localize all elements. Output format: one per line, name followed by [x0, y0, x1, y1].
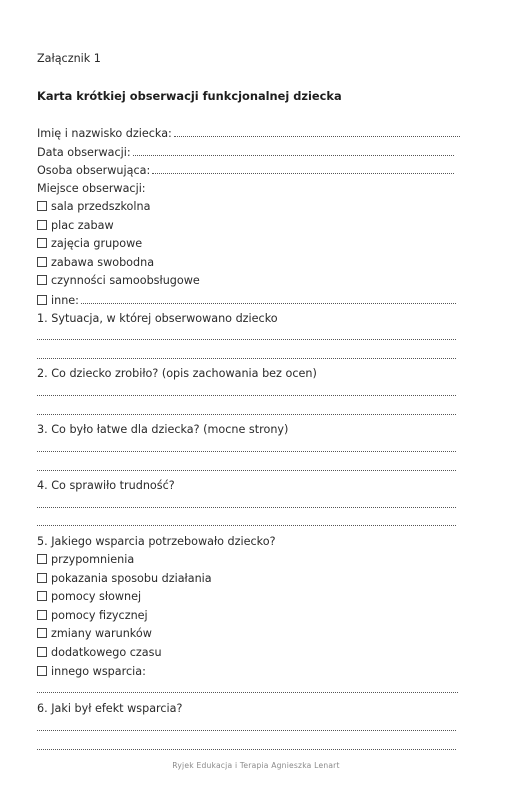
place-option[interactable]	[37, 219, 460, 233]
answer-line[interactable]	[37, 524, 456, 526]
place-option[interactable]	[37, 200, 460, 214]
attachment-label: Załącznik 1	[37, 52, 101, 65]
question-6: 6. Jaki był efekt wsparcia?	[37, 702, 183, 715]
support-option[interactable]	[37, 627, 460, 641]
footer-credit: Ryjek Edukacja i Terapia Agnieszka Lenart	[172, 761, 340, 770]
date-field[interactable]	[37, 145, 454, 160]
answer-line[interactable]	[37, 469, 456, 471]
observer-label: Osoba obserwująca:	[37, 164, 151, 177]
page-title: Karta krótkiej obserwacji funkcjonalnej dziecka	[37, 89, 342, 103]
place-option[interactable]	[37, 256, 460, 270]
checkbox[interactable]	[37, 666, 47, 676]
place-option-label: plac zabaw	[51, 219, 114, 232]
date-label: Data obserwacji:	[37, 146, 131, 159]
support-option-label: dodatkowego czasu	[51, 646, 162, 659]
checkbox[interactable]	[37, 554, 47, 564]
child-name-line[interactable]	[174, 126, 460, 137]
place-option-label: zajęcia grupowe	[51, 237, 143, 250]
checkbox[interactable]	[37, 220, 47, 230]
answer-line[interactable]	[37, 748, 456, 750]
question-5: 5. Jakiego wsparcia potrzebowało dziecko?	[37, 535, 276, 548]
place-option-label: inne:	[51, 294, 79, 307]
checkbox[interactable]	[37, 295, 47, 305]
answer-line[interactable]	[37, 413, 456, 415]
support-option-label: przypomnienia	[51, 553, 135, 566]
checkbox[interactable]	[37, 257, 47, 267]
checkbox[interactable]	[37, 628, 47, 638]
answer-line[interactable]	[37, 729, 456, 731]
answer-line[interactable]	[37, 394, 456, 396]
child-name-label: Imię i nazwisko dziecka:	[37, 127, 172, 140]
question-3: 3. Co było łatwe dla dziecka? (mocne strony)	[37, 423, 289, 436]
child-name-field[interactable]	[37, 126, 460, 141]
checkbox[interactable]	[37, 573, 47, 583]
question-2: 2. Co dziecko zrobiło? (opis zachowania bez ocen)	[37, 367, 317, 380]
checkbox[interactable]	[37, 610, 47, 620]
checkbox[interactable]	[37, 238, 47, 248]
support-option-label: pomocy fizycznej	[51, 609, 148, 622]
place-option-label: sala przedszkolna	[51, 200, 151, 213]
question-1: 1. Sytuacja, w której obserwowano dziecko	[37, 312, 278, 325]
place-option-label: zabawa swobodna	[51, 256, 155, 269]
other-place-line[interactable]	[81, 293, 456, 304]
place-option-label: czynności samoobsługowe	[51, 274, 200, 287]
place-option[interactable]	[37, 237, 460, 251]
checkbox[interactable]	[37, 275, 47, 285]
checkbox[interactable]	[37, 591, 47, 601]
observer-line[interactable]	[152, 163, 454, 174]
support-option-label: pokazania sposobu działania	[51, 572, 212, 585]
answer-line[interactable]	[37, 338, 456, 340]
question-4: 4. Co sprawiło trudność?	[37, 479, 175, 492]
answer-line[interactable]	[37, 506, 456, 508]
answer-line[interactable]	[37, 357, 456, 359]
support-option[interactable]	[37, 590, 460, 604]
place-option-other[interactable]	[37, 293, 456, 308]
support-option-label: innego wsparcia:	[51, 665, 146, 678]
support-option[interactable]	[37, 646, 460, 660]
checkbox[interactable]	[37, 647, 47, 657]
checkbox[interactable]	[37, 201, 47, 211]
place-option[interactable]	[37, 274, 460, 288]
answer-line[interactable]	[37, 450, 456, 452]
support-option-label: zmiany warunków	[51, 627, 152, 640]
date-line[interactable]	[133, 145, 454, 156]
support-option-other[interactable]	[37, 665, 460, 679]
support-option[interactable]	[37, 609, 460, 623]
answer-line[interactable]	[37, 691, 458, 693]
observer-field[interactable]	[37, 163, 454, 178]
place-label: Miejsce obserwacji:	[37, 182, 146, 195]
support-option-label: pomocy słownej	[51, 590, 142, 603]
support-option[interactable]	[37, 572, 460, 586]
support-option[interactable]	[37, 553, 460, 567]
